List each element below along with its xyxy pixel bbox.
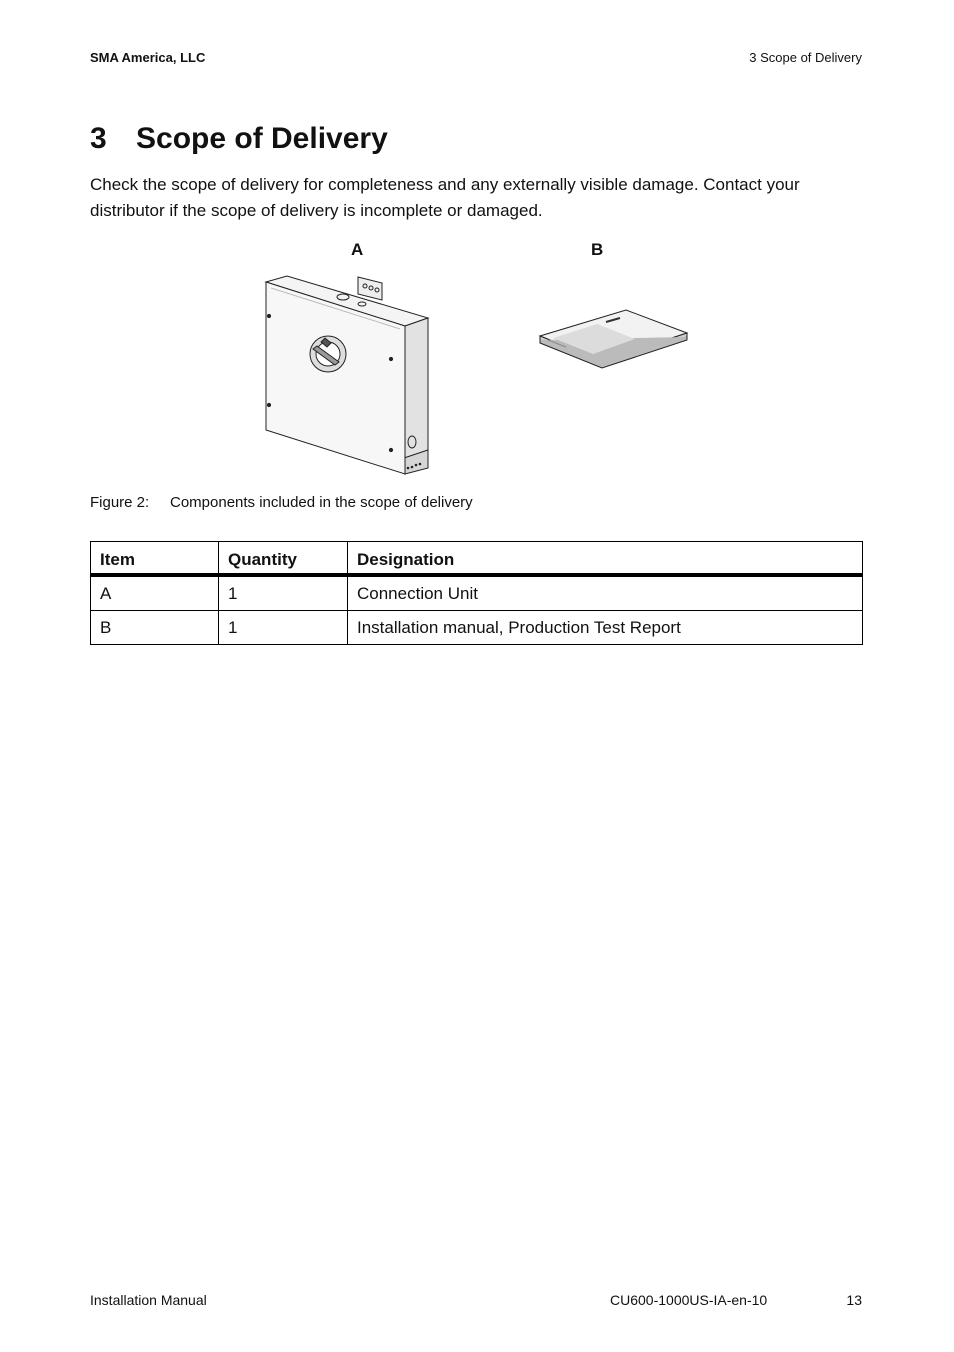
page-title: [90, 122, 388, 156]
figure-label-b: B: [591, 240, 604, 259]
table-row: [91, 575, 863, 611]
item-cell: A: [91, 575, 219, 611]
connection-unit-drawing: [266, 276, 428, 474]
caption-number: Figure 2:: [90, 494, 150, 511]
quantity-cell: 1: [219, 575, 348, 611]
scope-of-delivery-table: [90, 541, 863, 645]
chapter-number: 3: [90, 122, 107, 155]
caption-text: Components included in the scope of delivery: [170, 494, 473, 511]
designation-cell: Installation manual, Production Test Report: [348, 611, 863, 645]
footer-document-id: CU600-1000US-IA-en-10: [610, 1292, 768, 1308]
table-row: [91, 611, 863, 645]
manual-booklet-drawing: [540, 310, 687, 368]
page-number: 13: [846, 1292, 862, 1308]
delivery-components-illustration: [250, 260, 700, 485]
quantity-cell: 1: [219, 611, 348, 645]
header-section: 3 Scope of Delivery: [749, 50, 862, 65]
intro-paragraph: Check the scope of delivery for completeness and any externally visible damage. Contact your distributor if the scope of delivery is incomplete or damaged.: [90, 175, 800, 220]
chapter-title: Scope of Delivery: [136, 122, 388, 155]
footer-manual-title: Installation Manual: [90, 1292, 207, 1308]
table-header-row: [91, 542, 863, 576]
figure-caption: [90, 494, 473, 511]
column-header-quantity: Quantity: [219, 542, 348, 576]
item-cell: B: [91, 611, 219, 645]
figure-label-a: A: [351, 240, 364, 259]
column-header-item: Item: [91, 542, 219, 576]
column-header-designation: Designation: [348, 542, 863, 576]
designation-cell: Connection Unit: [348, 575, 863, 611]
header-company: SMA America, LLC: [90, 50, 206, 65]
